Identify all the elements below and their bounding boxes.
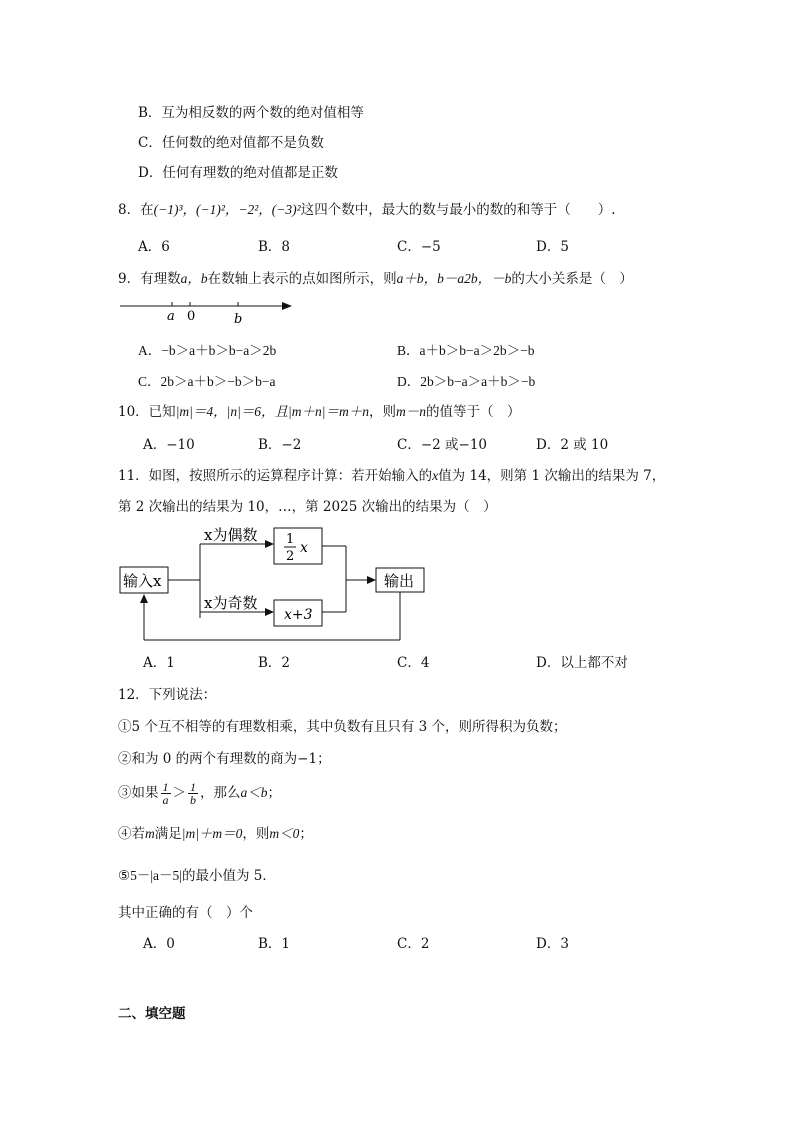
q9-stem (118, 270, 633, 288)
half-box (274, 528, 322, 564)
axis-label-0: 0 (187, 309, 196, 324)
q9-option-a: A．−b＞a＋b＞b−a＞2b (138, 343, 277, 358)
s4-condition: |m|＋m＝0 (181, 826, 243, 841)
q10-stem (118, 403, 520, 421)
half-var: x (300, 540, 308, 556)
q8-option-d: D．5 (536, 239, 569, 255)
s3-fraction-2 (188, 781, 198, 806)
q11-line1-start: 11．如图，按照所示的运算程序计算：若开始输入的 (118, 468, 433, 484)
q9-tail: 的大小关系是（ ） (511, 271, 633, 287)
q11-option-a: A．1 (143, 655, 175, 671)
s5-tail: 的最小值为 5． (182, 868, 276, 884)
q9-math-exprs: a＋b，b－a2b，－b (396, 271, 512, 286)
plus3-label: x+3 (284, 607, 313, 623)
q10-prefix: 10．已知 (118, 404, 176, 420)
q12-statement-3 (118, 776, 281, 810)
q10-option-a: A．−10 (143, 437, 195, 453)
axis-label-b: b (234, 312, 243, 326)
q10-option-c: C．−2 或−10 (397, 437, 488, 453)
q7-option-d: D．任何有理数的绝对值都是正数 (138, 165, 338, 181)
q10-option-d: D．2 或 10 (536, 437, 609, 453)
section-heading-fill-in: 二、填空题 (118, 1006, 186, 1022)
s4-end: ； (299, 826, 313, 842)
q8-tail: 这四个数中，最大的数与最小的数的和等于（ ）. (300, 202, 616, 218)
q10-tail: 的值等于（ ） (425, 404, 521, 420)
q9-mid: 在数轴上表示的点如图所示，则 (207, 271, 397, 287)
q8-option-b: B．8 (258, 239, 291, 255)
s3-end: ； (267, 785, 281, 801)
s3-frac1-den: a (162, 793, 169, 807)
output-label: 输出 (384, 572, 415, 590)
half-numerator: 1 (286, 532, 295, 547)
s3-prefix: ③如果 (118, 785, 159, 801)
q10-mid: ，则 (368, 404, 396, 420)
q11-line2: 第 2 次输出的结果为 10，…，第 2025 次输出的结果为（ ） (118, 499, 497, 515)
q11-option-d: D．以上都不对 (536, 655, 628, 671)
q9-option-b: B．a＋b＞b−a＞2b＞−b (397, 343, 535, 358)
s3-gt: ＞ (172, 785, 186, 801)
s3-math: a＜b (240, 785, 268, 800)
odd-label: x为奇数 (204, 594, 258, 612)
q11-line1-end: 值为 14，则第 1 次输出的结果为 7， (438, 468, 666, 484)
s3-frac1-num: 1 (162, 780, 169, 794)
q12-statement-1: ①5 个互不相等的有理数相乘，其中负数有且只有 3 个，则所得积为负数； (118, 719, 567, 735)
s4-var-m: m (145, 826, 155, 841)
q8-math: (−1)³，(−1)²，−2²，(−3)² (153, 202, 301, 217)
q11-option-c: C．4 (397, 655, 430, 671)
q9-number-line (118, 296, 298, 326)
q7-option-c: C．任何数的绝对值都不是负数 (138, 135, 324, 151)
q12-title: 12．下列说法： (118, 687, 217, 703)
q10-math-expr: m－n (395, 404, 426, 419)
q9-math-vars: a，b (180, 271, 208, 286)
q12-option-c: C．2 (397, 936, 430, 952)
q11-flowchart (118, 522, 428, 647)
half-denominator: 2 (286, 549, 295, 564)
q8-number: 8．在 (118, 202, 154, 218)
q11-var-x: x (432, 468, 439, 483)
s3-mid: ，那么 (200, 785, 241, 801)
q9-option-d: D．2b＞b−a＞a＋b＞−b (397, 374, 536, 389)
s4-mid: 满足 (154, 826, 182, 842)
s4-conclusion: m＜0 (269, 826, 300, 841)
s3-frac2-num: 1 (190, 780, 196, 794)
s3-fraction-1 (161, 781, 171, 806)
q8-stem (118, 201, 616, 219)
s5-math: ⑤5－|a－5| (118, 868, 182, 883)
input-label: 输入x (123, 572, 162, 590)
q12-option-d: D．3 (536, 936, 569, 952)
q7-option-b: B．互为相反数的两个数的绝对值相等 (138, 105, 364, 121)
q11-line1 (118, 467, 665, 485)
s4-mid2: ，则 (242, 826, 270, 842)
s4-prefix: ④若 (118, 826, 145, 842)
q9-option-c: C．2b＞a＋b＞−b＞b−a (138, 374, 276, 389)
q10-option-b: B．−2 (258, 437, 302, 453)
q9-prefix: 9．有理数 (118, 271, 181, 287)
q12-statement-4 (118, 825, 313, 843)
s3-frac2-den: b (190, 793, 196, 807)
q12-option-b: B．1 (258, 936, 291, 952)
q10-math-conditions: |m|＝4，|n|＝6，且|m＋n|＝m＋n (175, 404, 369, 419)
even-label: x为偶数 (204, 526, 258, 544)
q12-statement-5 (118, 867, 276, 885)
q12-statement-2: ②和为 0 的两个有理数的商为−1； (118, 751, 331, 767)
q8-option-c: C．−5 (397, 239, 441, 255)
q12-option-a: A．0 (143, 936, 175, 952)
q8-option-a: A．6 (138, 239, 170, 255)
q12-summary: 其中正确的有（ ）个 (118, 905, 253, 921)
axis-label-a: a (167, 309, 175, 324)
q11-option-b: B．2 (258, 655, 291, 671)
